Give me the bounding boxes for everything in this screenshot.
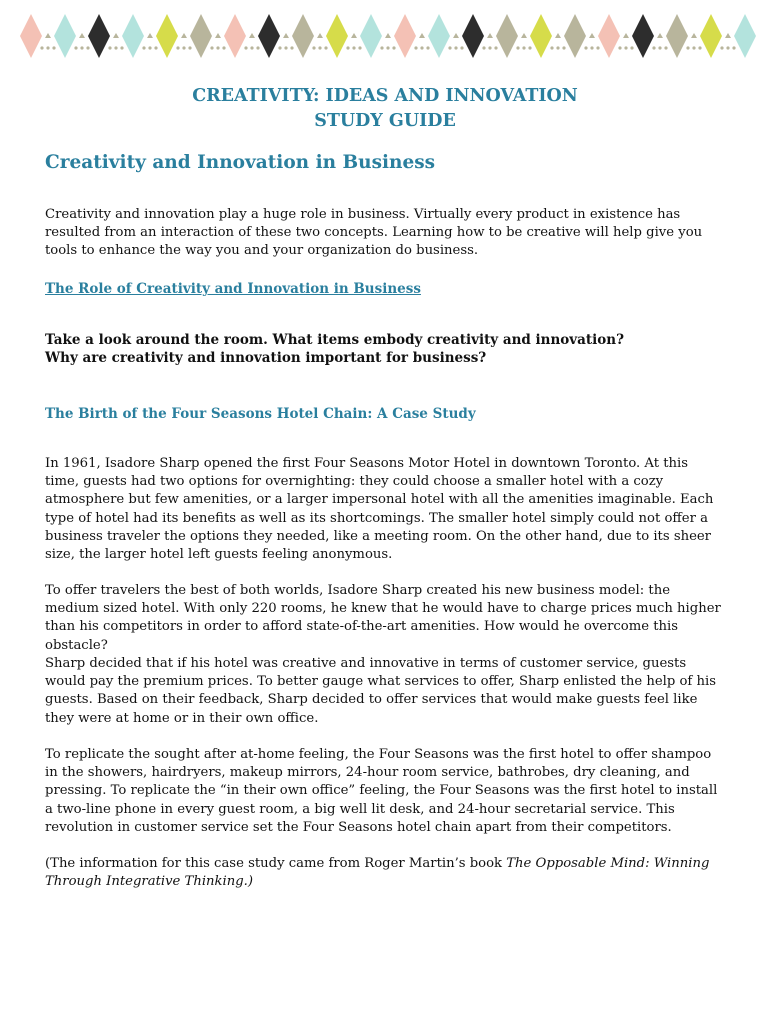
banner-diamond [360, 14, 382, 58]
banner-triangle [453, 33, 459, 38]
banner-triangle [147, 33, 153, 38]
banner-dot [284, 46, 287, 49]
banner-diamond [496, 14, 518, 58]
banner-dot [188, 46, 191, 49]
case-study-paragraph-2: To offer travelers the best of both worlds, Isadore Sharp created his new business model: the medium sized hotel. With only 220 rooms, he knew that he would have to charge prices much higher than his competitors in order to afford state-of-the-art amenities. How would he overcome this obstacle? [45, 583, 721, 653]
banner-diamond [326, 14, 348, 58]
banner-triangle [79, 33, 85, 38]
banner-dot [624, 46, 627, 49]
banner-diamond [20, 14, 42, 58]
source-book-title: The Opposable Mind: Winning Through Integrative Thinking.) [45, 856, 710, 890]
banner-dot [46, 46, 49, 49]
banner-diamond [292, 14, 314, 58]
banner-dot [312, 46, 315, 49]
banner-diamond [394, 14, 416, 58]
banner-dot [182, 46, 185, 49]
banner-dot [420, 46, 423, 49]
banner-triangle [181, 33, 187, 38]
banner-dot [40, 46, 43, 49]
banner-dot [488, 46, 491, 49]
banner-triangle [623, 33, 629, 38]
banner-triangle [113, 33, 119, 38]
banner-diamond [462, 14, 484, 58]
banner-dot [556, 46, 559, 49]
banner-dot [482, 46, 485, 49]
banner-dot [664, 46, 667, 49]
banner-diamond [632, 14, 654, 58]
intro-paragraph: Creativity and innovation play a huge role in business. Virtually every product in existence has resulted from an interaction of these two concepts. Learning how to be creative will help give you tools to enhance the way you and your organization do business. [45, 207, 703, 259]
banner-dot [658, 46, 661, 49]
banner-dot [596, 46, 599, 49]
banner-dot [142, 46, 145, 49]
banner-diamond [156, 14, 178, 58]
banner-triangle [317, 33, 323, 38]
banner-dot [528, 46, 531, 49]
banner-triangle [45, 33, 51, 38]
banner-dot [516, 46, 519, 49]
banner-triangle [691, 33, 697, 38]
banner-dot [176, 46, 179, 49]
banner-dot [380, 46, 383, 49]
discussion-question-1: Take a look around the room. What items embody creativity and innovation? [45, 332, 624, 348]
banner-diamond [88, 14, 110, 58]
banner-dot [210, 46, 213, 49]
banner-triangle [419, 33, 425, 38]
banner-dot [358, 46, 361, 49]
banner-dot [494, 46, 497, 49]
banner-dot [256, 46, 259, 49]
banner-dot [324, 46, 327, 49]
case-study-heading: The Birth of the Four Seasons Hotel Chain: A Case Study [45, 406, 476, 422]
banner-diamond [564, 14, 586, 58]
banner-dot [426, 46, 429, 49]
banner-triangle [385, 33, 391, 38]
banner-triangle [725, 33, 731, 38]
banner-dot [692, 46, 695, 49]
banner-dot [86, 46, 89, 49]
banner-dot [250, 46, 253, 49]
banner-dot [584, 46, 587, 49]
decorative-diamond-banner [0, 0, 768, 62]
banner-dot [148, 46, 151, 49]
banner-diamond [122, 14, 144, 58]
banner-dot [590, 46, 593, 49]
banner-diamond [258, 14, 280, 58]
banner-dot [108, 46, 111, 49]
banner-dot [414, 46, 417, 49]
banner-triangle [589, 33, 595, 38]
document-title: CREATIVITY: IDEAS AND INNOVATION [192, 86, 578, 106]
banner-dot [114, 46, 117, 49]
banner-dot [732, 46, 735, 49]
banner-triangle [555, 33, 561, 38]
case-study-paragraph-4: To replicate the sought after at-home feeling, the Four Seasons was the first hotel to offer shampoo in the showers, hairdryers, makeup mirrors, 24-hour room service, bathrobes, dry cleaning, and pressing. To replicate the “in their own office” feeling, the Four Seasons was the first hotel to install a two-line phone in every guest room, a big well lit desk, and 24-hour secretarial service. This revolution in customer service set the Four Seasons hotel chain apart from their competitors. [45, 747, 718, 835]
banner-diamond [530, 14, 552, 58]
banner-dot [216, 46, 219, 49]
banner-triangle [249, 33, 255, 38]
banner-triangle [521, 33, 527, 38]
banner-triangle [351, 33, 357, 38]
banner-dot [278, 46, 281, 49]
banner-diamond [700, 14, 722, 58]
banner-dot [618, 46, 621, 49]
banner-dot [652, 46, 655, 49]
banner-dot [120, 46, 123, 49]
banner-dot [154, 46, 157, 49]
banner-dot [726, 46, 729, 49]
banner-dot [630, 46, 633, 49]
banner-diamond [598, 14, 620, 58]
banner-dot [460, 46, 463, 49]
banner-dot [454, 46, 457, 49]
banner-triangle [215, 33, 221, 38]
source-citation [45, 855, 725, 891]
banner-diamond [428, 14, 450, 58]
banner-dot [74, 46, 77, 49]
case-study-paragraph-3: Sharp decided that if his hotel was creative and innovative in terms of customer service, guests would pay the premium prices. To better gauge what services to offer, Sharp enlisted the help of his guests. Based on their feedback, Sharp decided to offer services that would make guests feel like they were at home or in their own office. [45, 656, 716, 726]
banner-dot [522, 46, 525, 49]
source-citation-prefix: (The information for this case study came from Roger Martin’s book [45, 856, 507, 871]
banner-dot [386, 46, 389, 49]
banner-dot [346, 46, 349, 49]
banner-diamond [666, 14, 688, 58]
section-heading: Creativity and Innovation in Business [45, 152, 436, 173]
banner-dot [448, 46, 451, 49]
banner-dot [290, 46, 293, 49]
banner-triangle [657, 33, 663, 38]
banner-dot [686, 46, 689, 49]
banner-dot [698, 46, 701, 49]
banner-diamond [224, 14, 246, 58]
document-subtitle: STUDY GUIDE [314, 111, 456, 131]
banner-dot [392, 46, 395, 49]
discussion-question-2: Why are creativity and innovation important for business? [45, 350, 487, 366]
banner-dot [318, 46, 321, 49]
banner-dot [222, 46, 225, 49]
banner-diamond [734, 14, 756, 58]
banner-dot [562, 46, 565, 49]
banner-diamond [190, 14, 212, 58]
banner-diamond [54, 14, 76, 58]
banner-dot [720, 46, 723, 49]
role-of-creativity-link[interactable]: The Role of Creativity and Innovation in Business [45, 281, 421, 297]
banner-dot [52, 46, 55, 49]
banner-triangle [283, 33, 289, 38]
case-study-paragraph-1: In 1961, Isadore Sharp opened the first Four Seasons Motor Hotel in downtown Toronto. At this time, guests had two options for overnighting: they could choose a smaller hotel with a cozy atmosphere but few amenities, or a larger impersonal hotel with all the amenities imaginable. Each type of hotel had its benefits as well as its shortcomings. The smaller hotel simply could not offer a business traveler the options they needed, like a meeting room. On the other hand, due to its sheer size, the larger hotel left guests feeling anonymous. [45, 456, 714, 563]
banner-dot [80, 46, 83, 49]
banner-dot [550, 46, 553, 49]
banner-triangle [487, 33, 493, 38]
banner-dot [352, 46, 355, 49]
banner-dot [244, 46, 247, 49]
